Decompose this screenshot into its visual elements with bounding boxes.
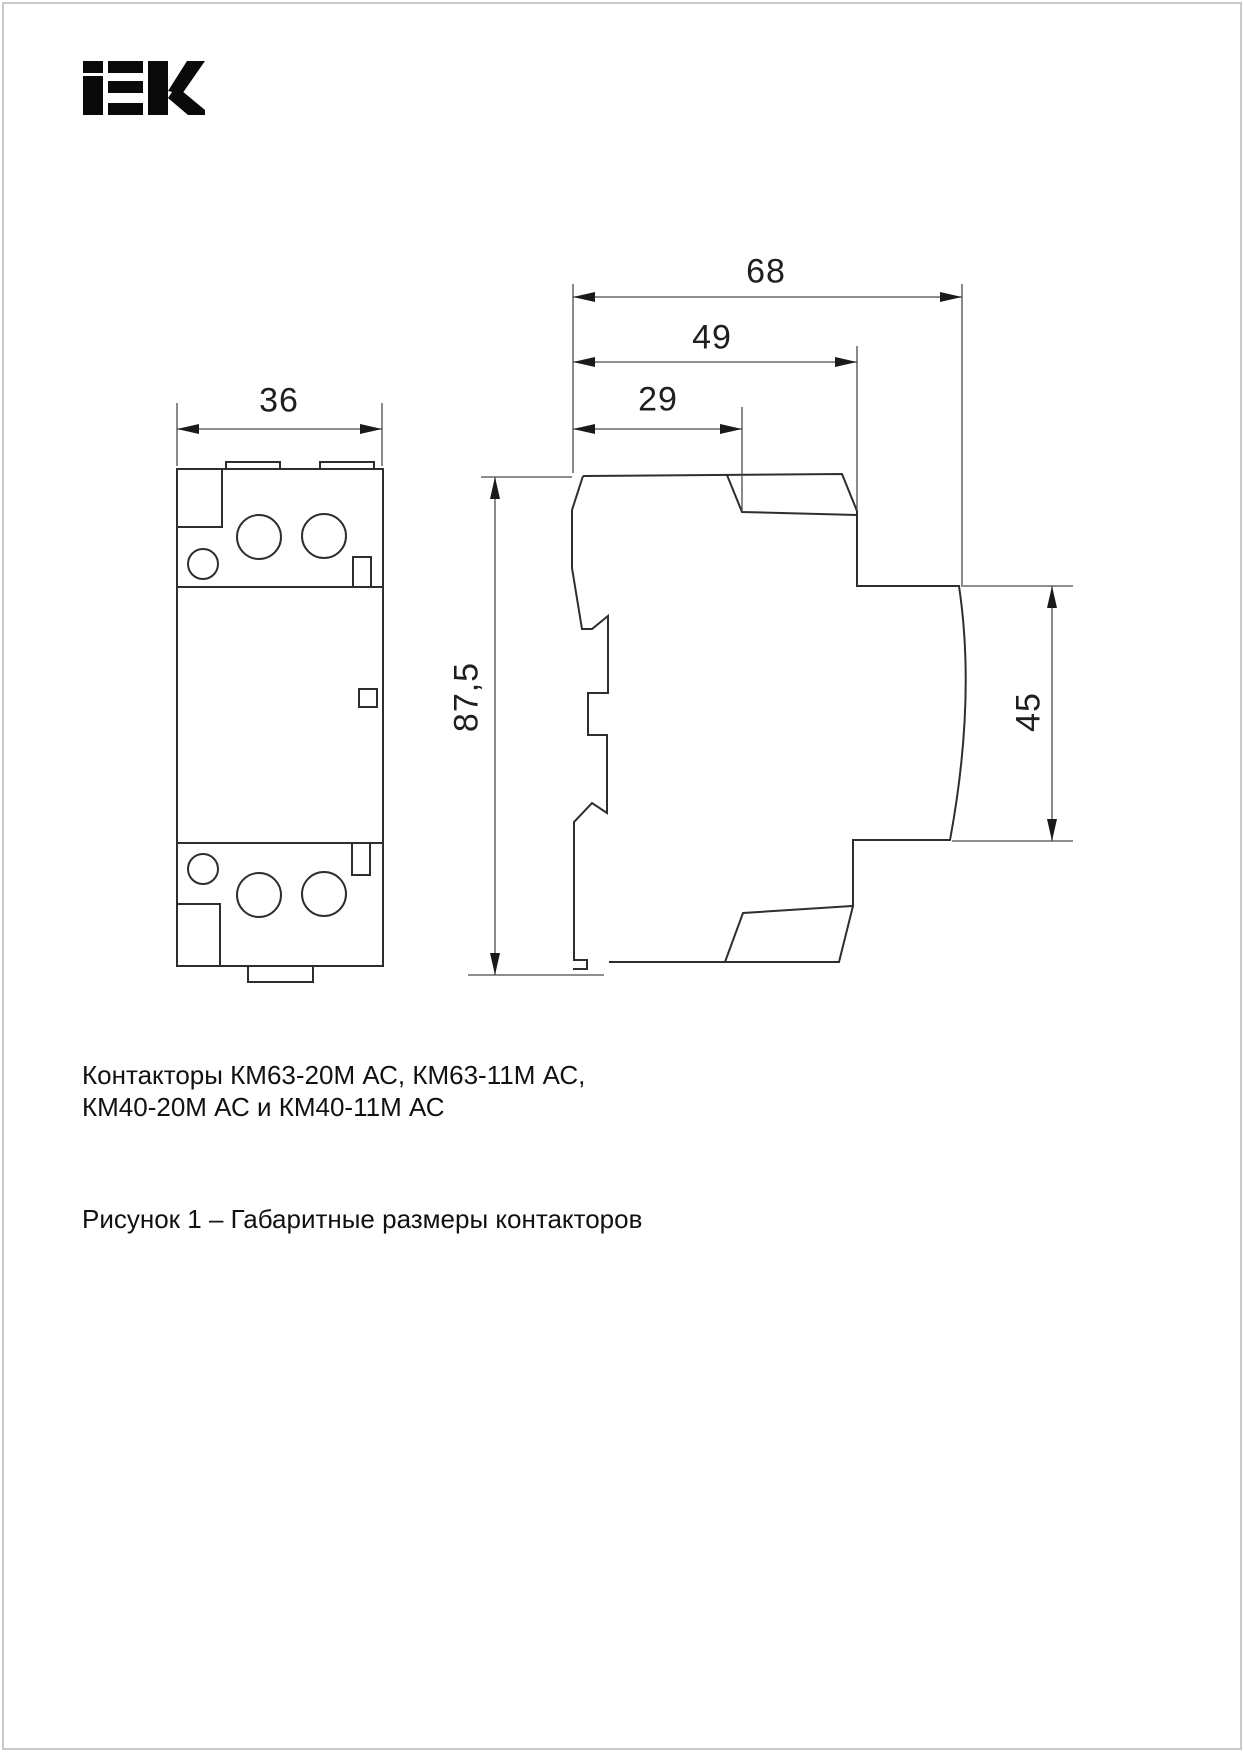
front-bottom-tab — [248, 966, 313, 982]
dimension-arrows — [177, 292, 1057, 975]
arrow-36-right — [360, 424, 382, 434]
arrow-45-top — [1047, 586, 1057, 608]
arrow-29-right — [720, 424, 742, 434]
dim-value-87-5: 87,5 — [447, 661, 486, 733]
dim-value-68: 68 — [746, 252, 786, 291]
front-bottom-left-notch — [177, 904, 220, 966]
arrow-45-bottom — [1047, 819, 1057, 841]
arrow-68-left — [573, 292, 595, 302]
dim-value-45: 45 — [1009, 692, 1048, 732]
arrow-68-right — [940, 292, 962, 302]
front-center-window — [359, 689, 377, 707]
product-label-line2: КМ40-20М АС и КМ40-11М АС — [82, 1092, 445, 1122]
front-terminal-top-2 — [302, 514, 346, 558]
front-terminal-bottom-1 — [237, 873, 281, 917]
product-label — [82, 1059, 585, 1123]
side-view — [572, 474, 966, 969]
front-top-right-slot — [353, 557, 371, 587]
side-top-terminal-cover — [727, 475, 857, 515]
side-main-outline — [583, 474, 966, 962]
arrow-875-top — [490, 477, 500, 499]
front-view — [177, 462, 383, 982]
arrow-49-right — [835, 357, 857, 367]
front-terminal-top-1 — [237, 515, 281, 559]
front-top-tab-right — [320, 462, 374, 469]
side-din-rail-edge — [572, 476, 608, 969]
front-terminal-screw-small-top — [188, 549, 218, 579]
dim-value-29: 29 — [638, 380, 678, 419]
front-top-tab-left — [226, 462, 280, 469]
front-bottom-right-slot — [352, 843, 370, 875]
dim-value-49: 49 — [692, 318, 732, 357]
front-terminal-bottom-2 — [302, 872, 346, 916]
dim-value-36: 36 — [259, 381, 299, 420]
side-bottom-terminal-cover — [725, 906, 852, 962]
front-top-left-notch — [177, 469, 222, 527]
arrow-49-left — [573, 357, 595, 367]
arrow-875-bottom — [490, 953, 500, 975]
front-terminal-screw-small-bottom — [188, 854, 218, 884]
arrow-36-left — [177, 424, 199, 434]
figure-caption: Рисунок 1 – Габаритные размеры контакторов — [82, 1204, 643, 1234]
product-label-line1: Контакторы КМ63-20М АС, КМ63-11М АС, — [82, 1060, 586, 1090]
dimension-lines — [177, 284, 1073, 975]
arrow-29-left — [573, 424, 595, 434]
